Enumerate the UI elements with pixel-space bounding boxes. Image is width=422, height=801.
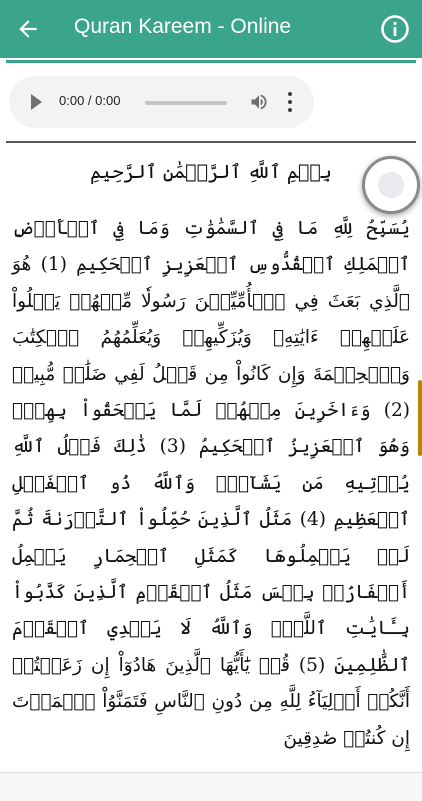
arrow-left-icon xyxy=(15,16,41,42)
info-button[interactable] xyxy=(378,12,412,46)
app-bar xyxy=(0,0,422,58)
content-card xyxy=(6,60,416,749)
scrollbar[interactable] xyxy=(418,380,422,456)
back-button[interactable] xyxy=(10,11,46,47)
floating-button-inner xyxy=(378,172,404,198)
audio-player xyxy=(9,76,314,128)
divider xyxy=(6,141,416,143)
time-display: 0:00 / 0:00 xyxy=(59,93,121,108)
volume-icon[interactable] xyxy=(249,92,269,112)
surah-text: يُسَبِّحُ لِلَّهِ مَا فِي ٱلسَّمَٰوَٰتِ وَمَا فِي ٱلۡأَرۡضِ ٱلۡمَلِكِ ٱلۡقُدُّوسِ ٱلۡعَزِيزِ ٱلۡحَكِيمِ (1) هُوَ ٱلَّذِي بَعَثَ فِي ٱلۡأُمِّيِّـۧنَ رَسُولٗا مِّنۡهُمۡ يَتۡلُواْ عَلَيۡهِمۡ ءَايَٰتِهِۦ وَيُزَكِّيهِمۡ وَيُعَلِّمُهُمُ ٱلۡكِتَٰبَ وَٱلۡحِكۡمَةَ وَإِن كَانُواْ مِن قَبۡلُ لَفِي ضَلَٰلٖ مُّبِينٖ (2) وَءَاخَرِينَ مِنۡهُمۡ لَمَّا يَلۡحَقُواْ بِهِمۡۚ وَهُوَ ٱلۡعَزِيزُ ٱلۡحَكِيمُ (3) ذَٰلِكَ فَضۡلُ ٱللَّهِ يُؤۡتِيهِ مَن يَشَآءُۚ وَٱللَّهُ ذُو ٱلۡفَضۡلِ ٱلۡعَظِيمِ (4) مَثَلُ ٱلَّذِينَ حُمِّلُواْ ٱلتَّوۡرَىٰةَ ثُمَّ لَمۡ يَحۡمِلُوهَا كَمَثَلِ ٱلۡحِمَارِ يَحۡمِلُ أَسۡفَارَۢاۚ بِئۡسَ مَثَلُ ٱلۡقَوۡمِ ٱلَّذِينَ كَذَّبُواْ بِـَٔايَٰتِ ٱللَّهِۚ وَٱللَّهُ لَا يَهۡدِي ٱلۡقَوۡمَ ٱلظَّٰلِمِينَ (5) قُلۡ يَٰٓأَيُّهَا ٱلَّذِينَ هَادُوٓاْ إِن زَعَمۡتُمۡ أَنَّكُمۡ أَوۡلِيَآءُ لِلَّهِ مِن دُونِ ٱلنَّاسِ فَتَمَنَّوُاْ ٱلۡمَوۡتَ إِن كُنتُمۡ صَٰدِقِينَ xyxy=(12,218,410,749)
basmala: بِسۡمِ ٱللَّهِ ٱلرَّحۡمَٰنِ ٱلرَّحِيمِ xyxy=(90,161,332,183)
info-circle-icon xyxy=(380,14,410,44)
bottom-bar xyxy=(0,772,422,801)
play-icon[interactable] xyxy=(31,94,42,110)
more-vertical-icon[interactable] xyxy=(287,90,293,114)
floating-button[interactable] xyxy=(362,156,420,214)
progress-slider[interactable] xyxy=(145,101,227,105)
app-title: Quran Kareem - Online xyxy=(74,15,292,38)
